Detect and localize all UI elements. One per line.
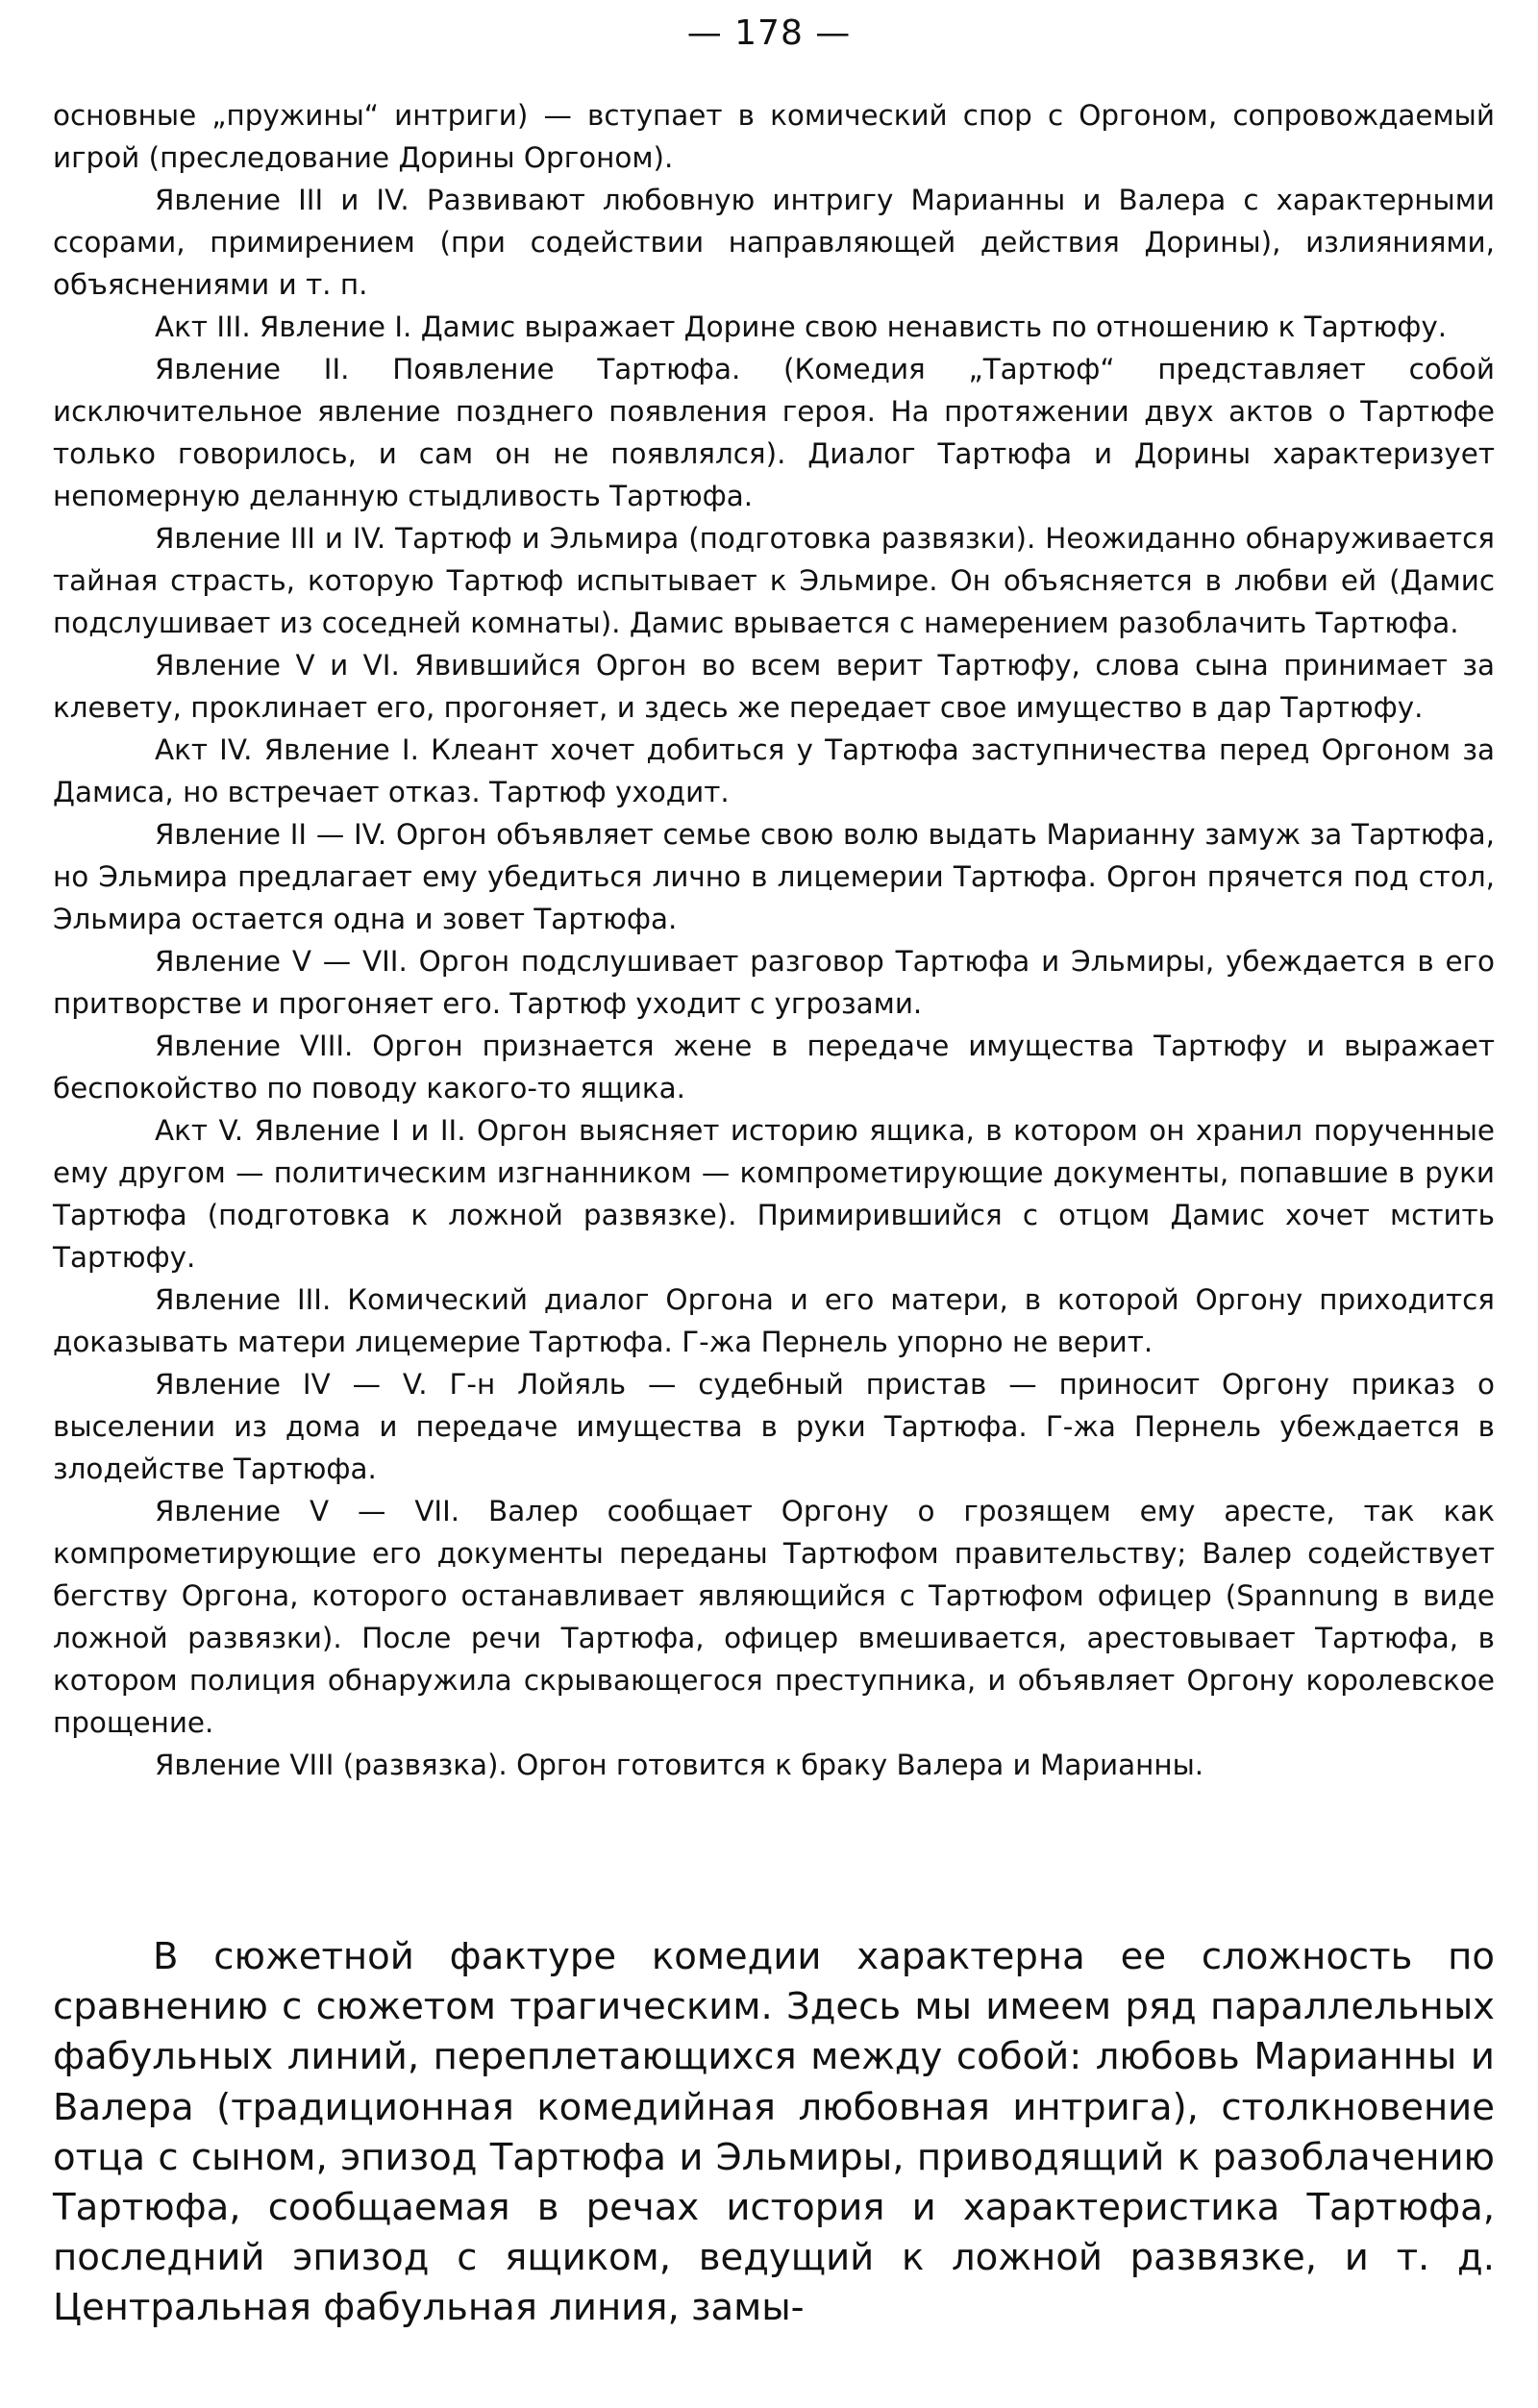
summary-paragraph: Явление V и VI. Явившийся Оргон во всем верит Тартюфу, слова сына принимает за клевету, проклинает его, прогоняет, и здесь же передает свое имущество в дар Тартюфу. — [53, 649, 1495, 724]
summary-paragraph: Акт IV. Явление I. Клеант хочет добиться у Тартюфа заступничества перед Оргоном за Дамиса, но встречает отказ. Тартюф уходит. — [53, 733, 1495, 808]
summary-paragraph: Явление III и IV. Развивают любовную интригу Марианны и Валера с характерными ссорами, примирением (при содействии направляющей действия Дорины), излияниями, объяснениями и т. п. — [53, 184, 1495, 301]
summary-paragraph: Акт III. Явление I. Дамис выражает Дорине свою ненависть по отношению к Тартюфу. — [155, 310, 1448, 343]
summary-paragraph: Явление III и IV. Тартюф и Эльмира (подготовка развязки). Неожиданно обнаруживается тайная страсть, которую Тартюф испытывает к Эльмире. Он объясняется в любви ей (Дамис подслушивает из соседней комнаты). Дамис врывается с намерением разоблачить Тартюфа. — [53, 522, 1495, 639]
summary-paragraph: Явление II. Появление Тартюфа. (Комедия „Тартюф“ представляет собой исключительное явление позднего появления героя. На протяжении двух актов о Тартюфе только говорилось, и сам он не появлялся). Диалог Тартюфа и Дорины характеризует непомерную деланную стыдливость Тартюфа. — [53, 353, 1495, 512]
summary-paragraph: Явление V — VII. Оргон подслушивает разговор Тартюфа и Эльмиры, убеждается в его притворстве и прогоняет его. Тартюф уходит с угрозами. — [53, 945, 1495, 1020]
summary-paragraph: Явление III. Комический диалог Оргона и его матери, в которой Оргону приходится доказывать матери лицемерие Тартюфа. Г-жа Пернель упорно не верит. — [53, 1283, 1495, 1358]
summary-paragraph: Явление VIII. Оргон признается жене в передаче имущества Тартюфу и выражает беспокойство по поводу какого-то ящика. — [53, 1030, 1495, 1105]
scene-summary-block — [53, 94, 1495, 1786]
main-text-block — [53, 1932, 1495, 2334]
page-number: — 178 — — [686, 13, 852, 53]
summary-paragraph: Акт V. Явление I и II. Оргон выясняет историю ящика, в котором он хранил порученные ему другом — политическим изгнанником — компрометирующие документы, попавшие в руки Тартюфа (подготовка к ложной развязке). Примирившийся с отцом Дамис хочет мстить Тартюфу. — [53, 1114, 1495, 1274]
main-paragraph: В сюжетной фактуре комедии характерна ее сложность по сравнению с сюжетом трагическим. Здесь мы имеем ряд параллельных фабульных линий, переплетающихся между собой: любовь Марианны и Валера (традиционная комедийная любовная интрига), столкновение отца с сыном, эпизод Тартюфа и Эльмиры, приводящий к разоблачению Тартюфа, сообщаемая в речах история и характеристика Тартюфа, последний эпизод с ящиком, ведущий к ложной развязке, и т. д. Центральная фабульная линия, замы- — [53, 1935, 1495, 2330]
summary-paragraph: Явление IV — V. Г-н Лойяль — судебный пристав — приносит Оргону приказ о выселении из дома и передаче имущества в руки Тартюфа. Г-жа Пернель убеждается в злодействе Тартюфа. — [53, 1368, 1495, 1485]
summary-paragraph: основные „пружины“ интриги) — вступает в комический спор с Оргоном, сопровождаемый игрой (преследование Дорины Оргоном). — [53, 99, 1495, 174]
summary-paragraph: Явление II — IV. Оргон объявляет семье свою волю выдать Марианну замуж за Тартюфа, но Эльмира предлагает ему убедиться лично в лицемерии Тартюфа. Оргон прячется под стол, Эльмира остается одна и зовет Тартюфа. — [53, 818, 1495, 935]
summary-paragraph: Явление VIII (развязка). Оргон готовится к браку Валера и Марианны. — [155, 1749, 1204, 1781]
summary-paragraph: Явление V — VII. Валер сообщает Оргону о грозящем ему аресте, так как компрометирующие его документы переданы Тартюфом правительству; Валер содействует бегству Оргона, которого останавливает являющийся с Тартюфом офицер (Spannung в виде ложной развязки). После речи Тартюфа, офицер вмешивается, арестовывает Тартюфа, в котором полиция обнаружила скрывающегося преступника, и объявляет Оргону королевское прощение. — [53, 1495, 1495, 1739]
